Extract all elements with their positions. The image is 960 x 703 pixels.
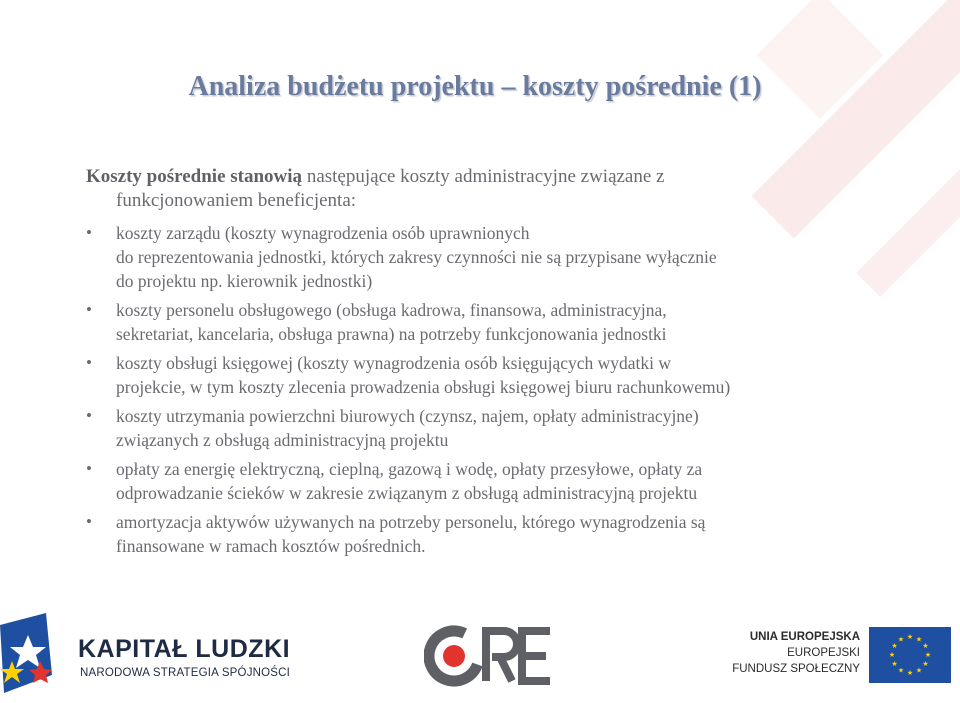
- svg-text:★: ★: [891, 660, 898, 668]
- list-item: [86, 457, 886, 505]
- svg-text:★: ★: [915, 635, 923, 644]
- list-item-line: do projektu np. kierownik jednostki): [116, 271, 373, 291]
- intro-paragraph: [86, 165, 886, 213]
- footer-logos: [0, 605, 960, 703]
- bullet-icon: •: [86, 512, 92, 531]
- list-item: [86, 221, 886, 293]
- eu-fund-line1: EUROPEJSKI: [787, 647, 860, 659]
- kapital-ludzki-star-logo: [0, 613, 64, 693]
- list-item-line: koszty obsługi księgowej (koszty wynagrodzenia osób księgujących wydatki w: [116, 353, 672, 373]
- list-item-line: amortyzacja aktywów używanych na potrzeby personelu, którego wynagrodzenia są: [116, 512, 706, 532]
- slide-title: Analiza budżetu projektu – koszty pośrednie (1): [188, 71, 762, 102]
- list-item: [86, 404, 886, 452]
- list-item-line: odprowadzanie ścieków w zakresie związanym z obsługą administracyjną projektu: [116, 483, 698, 503]
- svg-text:★: ★: [922, 642, 929, 650]
- list-item: [86, 351, 886, 399]
- list-item-line: koszty personelu obsługowego (obsługa kadrowa, finansowa, administracyjna,: [116, 300, 667, 320]
- kapital-ludzki-name: KAPITAŁ LUDZKI: [78, 635, 291, 663]
- list-item-line: związanych z obsługą administracyjną projektu: [116, 430, 449, 450]
- list-item-line: sekretariat, kancelaria, obsługa prawna) na potrzeby funkcjonowania jednostki: [116, 324, 667, 344]
- svg-text:★: ★: [897, 635, 905, 644]
- bullet-icon: •: [86, 459, 92, 478]
- bullet-list: [86, 221, 886, 558]
- eu-name: UNIA EUROPEJSKA: [749, 631, 860, 643]
- list-item: [86, 510, 886, 558]
- svg-text:★: ★: [897, 666, 905, 675]
- svg-text:★: ★: [906, 633, 914, 641]
- kapital-ludzki-subtitle: NARODOWA STRATEGIA SPÓJNOŚCI: [80, 667, 291, 679]
- slide-content: [86, 165, 886, 563]
- list-item-line: koszty utrzymania powierzchni biurowych (czynsz, najem, opłaty administracyjne): [116, 406, 699, 426]
- intro-text: następujące koszty administracyjne związane z: [302, 166, 665, 187]
- svg-text:★: ★: [924, 651, 932, 659]
- svg-text:★: ★: [915, 666, 923, 675]
- svg-text:★: ★: [922, 660, 929, 668]
- bullet-icon: •: [86, 223, 92, 242]
- eu-fund-line2: FUNDUSZ SPOŁECZNY: [732, 663, 860, 675]
- list-item-line: do reprezentowania jednostki, których zakresy czynności nie są przypisane wyłącznie: [116, 247, 717, 267]
- bullet-icon: •: [86, 300, 92, 319]
- svg-text:★: ★: [906, 669, 914, 677]
- list-item-line: projekcie, w tym koszty zlecenia prowadzenia obsługi księgowej biuru rachunkowemu): [116, 377, 731, 397]
- bullet-icon: •: [86, 406, 92, 425]
- intro-bold-text: Koszty pośrednie stanowią: [86, 166, 303, 187]
- svg-text:★: ★: [888, 651, 896, 659]
- eu-flag-icon: [869, 627, 951, 683]
- list-item: [86, 298, 886, 346]
- list-item-line: koszty zarządu (koszty wynagrodzenia osób uprawnionych: [116, 223, 530, 243]
- intro-text-line2: funkcjonowaniem beneficjenta:: [116, 190, 357, 211]
- eu-text-block: [732, 629, 860, 677]
- ore-logo: [424, 623, 556, 689]
- list-item-line: finansowane w ramach kosztów pośrednich.: [116, 536, 426, 556]
- svg-text:★: ★: [891, 642, 898, 650]
- bullet-icon: •: [86, 353, 92, 372]
- list-item-line: opłaty za energię elektryczną, cieplną, gazową i wodę, opłaty przesyłowe, opłaty za: [116, 459, 703, 479]
